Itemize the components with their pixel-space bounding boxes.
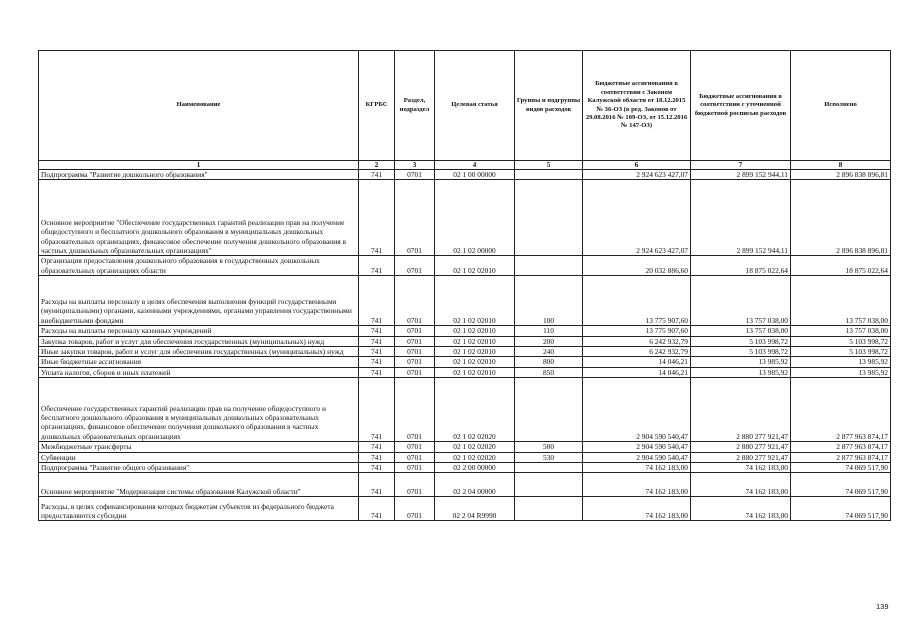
- row-razdel: 0701: [395, 326, 435, 336]
- table-row: [39, 378, 891, 442]
- row-group: [515, 180, 583, 256]
- row-name: Обеспечение государственных гарантий реализации прав на получение общедоступного и бесплатного дошкольного образования в муниципальных дошкольных образовательных организациях, финансовое обеспечение получения дошкольного образования в частных дошкольных образовательных организациях: [39, 378, 359, 442]
- row-refined-value: 74 162 183,00: [691, 497, 791, 521]
- table-row: [39, 347, 891, 357]
- table-row: [39, 326, 891, 336]
- row-law-value: 2 904 590 540,47: [583, 452, 691, 462]
- row-law-value: 6 242 932,79: [583, 347, 691, 357]
- table-row: [39, 367, 891, 377]
- row-razdel: 0701: [395, 180, 435, 256]
- column-number: 6: [583, 161, 691, 170]
- row-group: [515, 256, 583, 276]
- row-kgrbs: 741: [359, 256, 395, 276]
- row-executed-value: 13 985,92: [791, 367, 891, 377]
- row-target: 02 1 02 02010: [435, 256, 515, 276]
- row-refined-value: 13 757 038,00: [691, 276, 791, 326]
- row-name: Межбюджетные трансферты: [39, 442, 359, 452]
- column-number: 5: [515, 161, 583, 170]
- row-law-value: 74 162 183,00: [583, 497, 691, 521]
- table-row: [39, 357, 891, 367]
- row-executed-value: 74 069 517,90: [791, 473, 891, 497]
- row-kgrbs: 741: [359, 442, 395, 452]
- row-refined-value: 2 899 152 944,11: [691, 180, 791, 256]
- row-executed-value: 74 069 517,90: [791, 497, 891, 521]
- table-row: [39, 442, 891, 452]
- row-law-value: 20 032 886,60: [583, 256, 691, 276]
- row-group: [515, 463, 583, 473]
- row-law-value: 13 775 907,60: [583, 276, 691, 326]
- row-name: Организация предоставления дошкольного образования в государственных дошкольных образовательных организациях области: [39, 256, 359, 276]
- row-group: 110: [515, 326, 583, 336]
- row-name: Основное мероприятие "Модернизация системы образования Калужской области": [39, 473, 359, 497]
- row-razdel: 0701: [395, 347, 435, 357]
- row-refined-value: 2 880 277 921,47: [691, 452, 791, 462]
- row-razdel: 0701: [395, 378, 435, 442]
- header-name: Наименование: [39, 51, 359, 161]
- row-refined-value: 13 985,92: [691, 367, 791, 377]
- row-razdel: 0701: [395, 336, 435, 346]
- row-razdel: 0701: [395, 473, 435, 497]
- row-target: 02 1 02 00000: [435, 180, 515, 256]
- row-refined-value: 2 880 277 921,47: [691, 442, 791, 452]
- row-kgrbs: 741: [359, 347, 395, 357]
- row-law-value: 2 924 623 427,07: [583, 170, 691, 180]
- row-group: [515, 497, 583, 521]
- row-refined-value: 2 899 152 944,11: [691, 170, 791, 180]
- column-number: 2: [359, 161, 395, 170]
- row-name: Уплата налогов, сборов и иных платежей: [39, 367, 359, 377]
- row-refined-value: 13 757 038,00: [691, 326, 791, 336]
- row-law-value: 14 046,21: [583, 367, 691, 377]
- row-razdel: 0701: [395, 463, 435, 473]
- row-group: 100: [515, 276, 583, 326]
- row-name: Иные закупки товаров, работ и услуг для обеспечения государственных (муниципальных) нужд: [39, 347, 359, 357]
- row-kgrbs: 741: [359, 497, 395, 521]
- column-number: 4: [435, 161, 515, 170]
- table-row: [39, 497, 891, 521]
- row-law-value: 2 904 590 540,47: [583, 378, 691, 442]
- row-executed-value: 5 103 998,72: [791, 347, 891, 357]
- page-number: 139: [876, 602, 889, 611]
- budget-table: [38, 50, 891, 521]
- row-target: 02 2 04 00000: [435, 473, 515, 497]
- row-law-value: 2 924 623 427,07: [583, 180, 691, 256]
- row-name: Основное мероприятие "Обеспечение государственных гарантий реализации прав на получение общедоступного и бесплатного дошкольного образования в муниципальных дошкольных образовательных организациях, финансовое обеспечение получения дошкольного образования в частных дошкольных образовательных организациях": [39, 180, 359, 256]
- table-row: [39, 336, 891, 346]
- row-group: 240: [515, 347, 583, 357]
- row-target: 02 1 02 02010: [435, 347, 515, 357]
- row-razdel: 0701: [395, 497, 435, 521]
- row-executed-value: 18 875 022,64: [791, 256, 891, 276]
- row-target: 02 1 02 02010: [435, 326, 515, 336]
- header-target: Целевая статья: [435, 51, 515, 161]
- row-group: 530: [515, 452, 583, 462]
- row-target: 02 1 00 00000: [435, 170, 515, 180]
- table-header: [39, 51, 891, 161]
- row-target: 02 1 02 02020: [435, 378, 515, 442]
- row-kgrbs: 741: [359, 473, 395, 497]
- header-groups: Группы и подгруппы видов расходов: [515, 51, 583, 161]
- table-row: [39, 452, 891, 462]
- column-number: 1: [39, 161, 359, 170]
- table-row: [39, 256, 891, 276]
- row-kgrbs: 741: [359, 463, 395, 473]
- row-executed-value: 2 896 838 896,81: [791, 180, 891, 256]
- row-name: Иные бюджетные ассигнования: [39, 357, 359, 367]
- row-target: 02 2 00 00000: [435, 463, 515, 473]
- row-razdel: 0701: [395, 452, 435, 462]
- column-numbers: [39, 161, 891, 170]
- row-refined-value: 5 103 998,72: [691, 347, 791, 357]
- row-razdel: 0701: [395, 276, 435, 326]
- row-group: 500: [515, 442, 583, 452]
- row-executed-value: 2 877 963 874,17: [791, 442, 891, 452]
- row-group: [515, 170, 583, 180]
- row-kgrbs: 741: [359, 378, 395, 442]
- row-executed-value: 13 757 038,00: [791, 276, 891, 326]
- row-name: Субвенции: [39, 452, 359, 462]
- row-group: 200: [515, 336, 583, 346]
- table-row: [39, 276, 891, 326]
- row-kgrbs: 741: [359, 336, 395, 346]
- header-kgrbs: КГРБС: [359, 51, 395, 161]
- row-kgrbs: 741: [359, 276, 395, 326]
- row-refined-value: 13 985,92: [691, 357, 791, 367]
- row-refined-value: 74 162 183,00: [691, 473, 791, 497]
- row-target: 02 1 02 02010: [435, 276, 515, 326]
- row-executed-value: 13 985,92: [791, 357, 891, 367]
- row-kgrbs: 741: [359, 357, 395, 367]
- row-law-value: 14 046,21: [583, 357, 691, 367]
- row-law-value: 13 775 907,60: [583, 326, 691, 336]
- row-law-value: 74 162 183,00: [583, 473, 691, 497]
- row-target: 02 1 02 02010: [435, 336, 515, 346]
- row-law-value: 74 162 183,00: [583, 463, 691, 473]
- row-razdel: 0701: [395, 367, 435, 377]
- row-refined-value: 5 103 998,72: [691, 336, 791, 346]
- row-razdel: 0701: [395, 442, 435, 452]
- row-refined-value: 2 880 277 921,47: [691, 378, 791, 442]
- row-name: Расходы на выплаты персоналу казенных учреждений: [39, 326, 359, 336]
- row-target: 02 1 02 02010: [435, 367, 515, 377]
- row-target: 02 1 02 02020: [435, 452, 515, 462]
- row-kgrbs: 741: [359, 170, 395, 180]
- column-number: 7: [691, 161, 791, 170]
- row-name: Закупка товаров, работ и услуг для обеспечения государственных (муниципальных) нужд: [39, 336, 359, 346]
- row-executed-value: 2 877 963 874,17: [791, 452, 891, 462]
- row-name: Расходы, в целях софинансирования которых бюджетам субъектов из федерального бюджета предоставляются субсидии: [39, 497, 359, 521]
- row-executed-value: 2 877 963 874,17: [791, 378, 891, 442]
- row-razdel: 0701: [395, 357, 435, 367]
- header-razdel: Раздел, подраздел: [395, 51, 435, 161]
- row-group: [515, 473, 583, 497]
- table-row: [39, 473, 891, 497]
- row-executed-value: 13 757 038,00: [791, 326, 891, 336]
- table-row: [39, 170, 891, 180]
- row-refined-value: 74 162 183,00: [691, 463, 791, 473]
- row-executed-value: 74 069 517,90: [791, 463, 891, 473]
- row-target: 02 2 04 R9990: [435, 497, 515, 521]
- row-name: Подпрограмма "Развитие дошкольного образования": [39, 170, 359, 180]
- row-kgrbs: 741: [359, 452, 395, 462]
- column-number: 8: [791, 161, 891, 170]
- table-row: [39, 180, 891, 256]
- header-law: Бюджетные ассигнования в соответствии с Законом Калужской области от 18.12.2015 № 36-ОЗ (в ред. Законов от 29.08.2016 № 109-ОЗ, от 15.12.2016 № 147-ОЗ): [583, 51, 691, 161]
- row-kgrbs: 741: [359, 367, 395, 377]
- row-kgrbs: 741: [359, 326, 395, 336]
- header-executed: Исполнено: [791, 51, 891, 161]
- row-law-value: 2 904 590 540,47: [583, 442, 691, 452]
- row-name: Расходы на выплаты персоналу в целях обеспечения выполнения функций государственными (муниципальными) органами, казенными учреждениями, органами управления государственными внебюджетными фондами: [39, 276, 359, 326]
- row-target: 02 1 02 02010: [435, 357, 515, 367]
- row-razdel: 0701: [395, 256, 435, 276]
- row-group: [515, 378, 583, 442]
- row-group: 800: [515, 357, 583, 367]
- table-row: [39, 463, 891, 473]
- row-razdel: 0701: [395, 170, 435, 180]
- header-refined: Бюджетные ассигнования в соответствии с уточненной бюджетной росписью расходов: [691, 51, 791, 161]
- row-executed-value: 5 103 998,72: [791, 336, 891, 346]
- row-name: Подпрограмма "Развитие общего образования": [39, 463, 359, 473]
- column-number: 3: [395, 161, 435, 170]
- row-refined-value: 18 875 022,64: [691, 256, 791, 276]
- row-target: 02 1 02 02020: [435, 442, 515, 452]
- row-group: 850: [515, 367, 583, 377]
- row-kgrbs: 741: [359, 180, 395, 256]
- row-executed-value: 2 896 838 896,81: [791, 170, 891, 180]
- row-law-value: 6 242 932,79: [583, 336, 691, 346]
